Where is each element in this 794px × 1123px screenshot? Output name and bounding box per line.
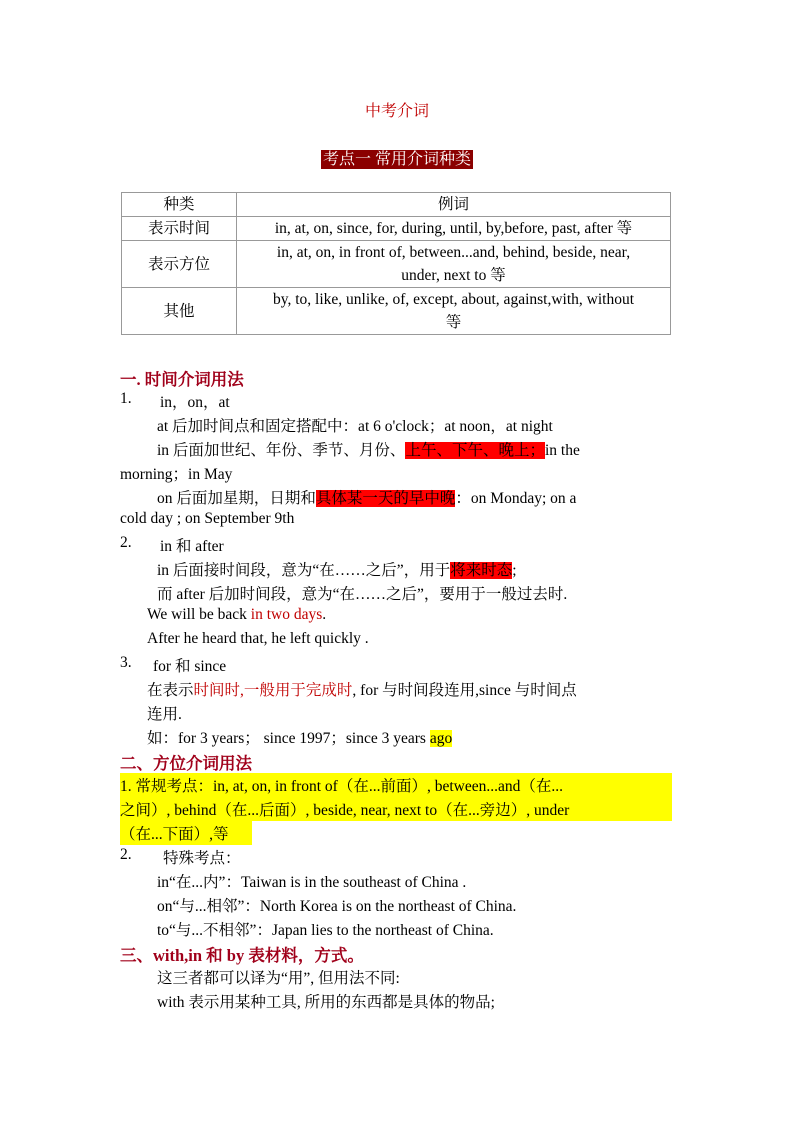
table-header-row	[122, 193, 671, 217]
paragraph-line: （在...下面）,等	[120, 826, 229, 843]
table-header-cell: 种类	[122, 193, 237, 217]
highlight-red: 具体某一天的早中晚	[315, 490, 456, 507]
paragraph-line: 而 after 后加时间段，意为“在……之后”，要用于一般过去时.	[157, 586, 568, 603]
heading-with-in-by: 三、with,in 和 by 表材料，方式。	[120, 946, 364, 965]
table-cell-examples: in, at, on, since, for, during, until, by,before, past, after 等	[237, 217, 671, 241]
heading-place-prepositions: 二、方位介词用法	[120, 754, 252, 773]
item-number: 2.	[120, 534, 132, 551]
item-title: in，on，at	[160, 394, 230, 411]
text-run: , for 与时间段连用,since 与时间点	[352, 682, 577, 699]
highlight-red: 将来时态	[450, 562, 513, 579]
item-number: 1.	[120, 390, 132, 407]
heading-time-prepositions: 一. 时间介词用法	[120, 370, 244, 389]
text-run: 在表示	[147, 682, 194, 699]
paragraph-line	[147, 726, 452, 748]
paragraph-line	[157, 558, 517, 580]
text-run: ;	[512, 562, 517, 579]
example-line: by, to, like, unlike, of, except, about, against,with, without	[272, 291, 635, 308]
table-cell-examples	[237, 288, 671, 335]
paragraph-line	[157, 486, 576, 508]
table-cell-type: 表示方位	[122, 241, 237, 288]
table-row	[122, 241, 671, 288]
item-title: 特殊考点：	[163, 850, 241, 867]
example-line: under, next to 等	[401, 267, 506, 284]
paragraph-line: 连用.	[147, 706, 182, 723]
highlight-red: 上午、下午、晚上；	[405, 442, 545, 459]
item-title: in 和 after	[160, 538, 224, 555]
example-sentence: to“与...不相邻”：Japan lies to the northeast of China.	[157, 922, 494, 939]
table-cell-type: 表示时间	[122, 217, 237, 241]
table-row	[122, 288, 671, 335]
paragraph-line	[147, 678, 577, 700]
table-header-cell: 例词	[237, 193, 671, 217]
example-line: 等	[445, 314, 462, 331]
example-sentence: After he heard that, he left quickly .	[147, 630, 369, 647]
text-run: ：on Monday; on a	[455, 490, 577, 507]
text-run: 如：for 3 years； since 1997；since 3 years	[147, 730, 430, 747]
item-number: 2.	[120, 846, 132, 863]
highlight-yellow: ago	[429, 730, 453, 747]
example-line: in, at, on, in front of, between...and, behind, beside, near,	[276, 244, 631, 261]
example-sentence: on“与...相邻”：North Korea is on the northeast of China.	[157, 898, 517, 915]
text-run: in 后面接时间段，意为“在……之后”，用于	[157, 562, 451, 579]
text-run: .	[322, 606, 327, 623]
text-run: We will be back	[147, 606, 251, 623]
section-tag-label: 考点一 常用介词种类	[322, 151, 471, 168]
table-cell-examples	[237, 241, 671, 288]
text-run: in 后面加世纪、年份、季节、月份、	[157, 442, 406, 459]
text-run: on 后面加星期，日期和	[157, 490, 316, 507]
paragraph-line: at 后加时间点和固定搭配中：at 6 o'clock；at noon，at night	[157, 418, 553, 435]
paragraph-line: 这三者都可以译为“用”, 但用法不同:	[157, 970, 400, 987]
paragraph-line: morning；in May	[120, 466, 233, 483]
paragraph-line	[157, 438, 580, 460]
section-tag	[0, 146, 794, 169]
paragraph-line: 1. 常规考点：in, at, on, in front of（在...前面）, between...and（在...	[120, 778, 563, 795]
preposition-types-table	[121, 192, 671, 335]
table-cell-type: 其他	[122, 288, 237, 335]
item-title: for 和 since	[153, 658, 227, 675]
paragraph-line: with 表示用某种工具, 所用的东西都是具体的物品;	[157, 994, 495, 1011]
example-sentence: in“在...内”：Taiwan is in the southeast of China .	[157, 874, 467, 891]
example-sentence	[147, 606, 326, 624]
paragraph-line: 之间）, behind（在...后面）, beside, near, next to（在...旁边）, under	[120, 802, 570, 819]
text-red: 时间时,一般用于完成时	[193, 682, 353, 699]
page-title: 中考介词	[364, 103, 429, 120]
text-run: in the	[544, 442, 580, 459]
text-red: in two days	[250, 606, 323, 623]
table-row	[122, 217, 671, 241]
item-number: 3.	[120, 654, 132, 671]
paragraph-line: cold day ; on September 9th	[120, 510, 295, 527]
